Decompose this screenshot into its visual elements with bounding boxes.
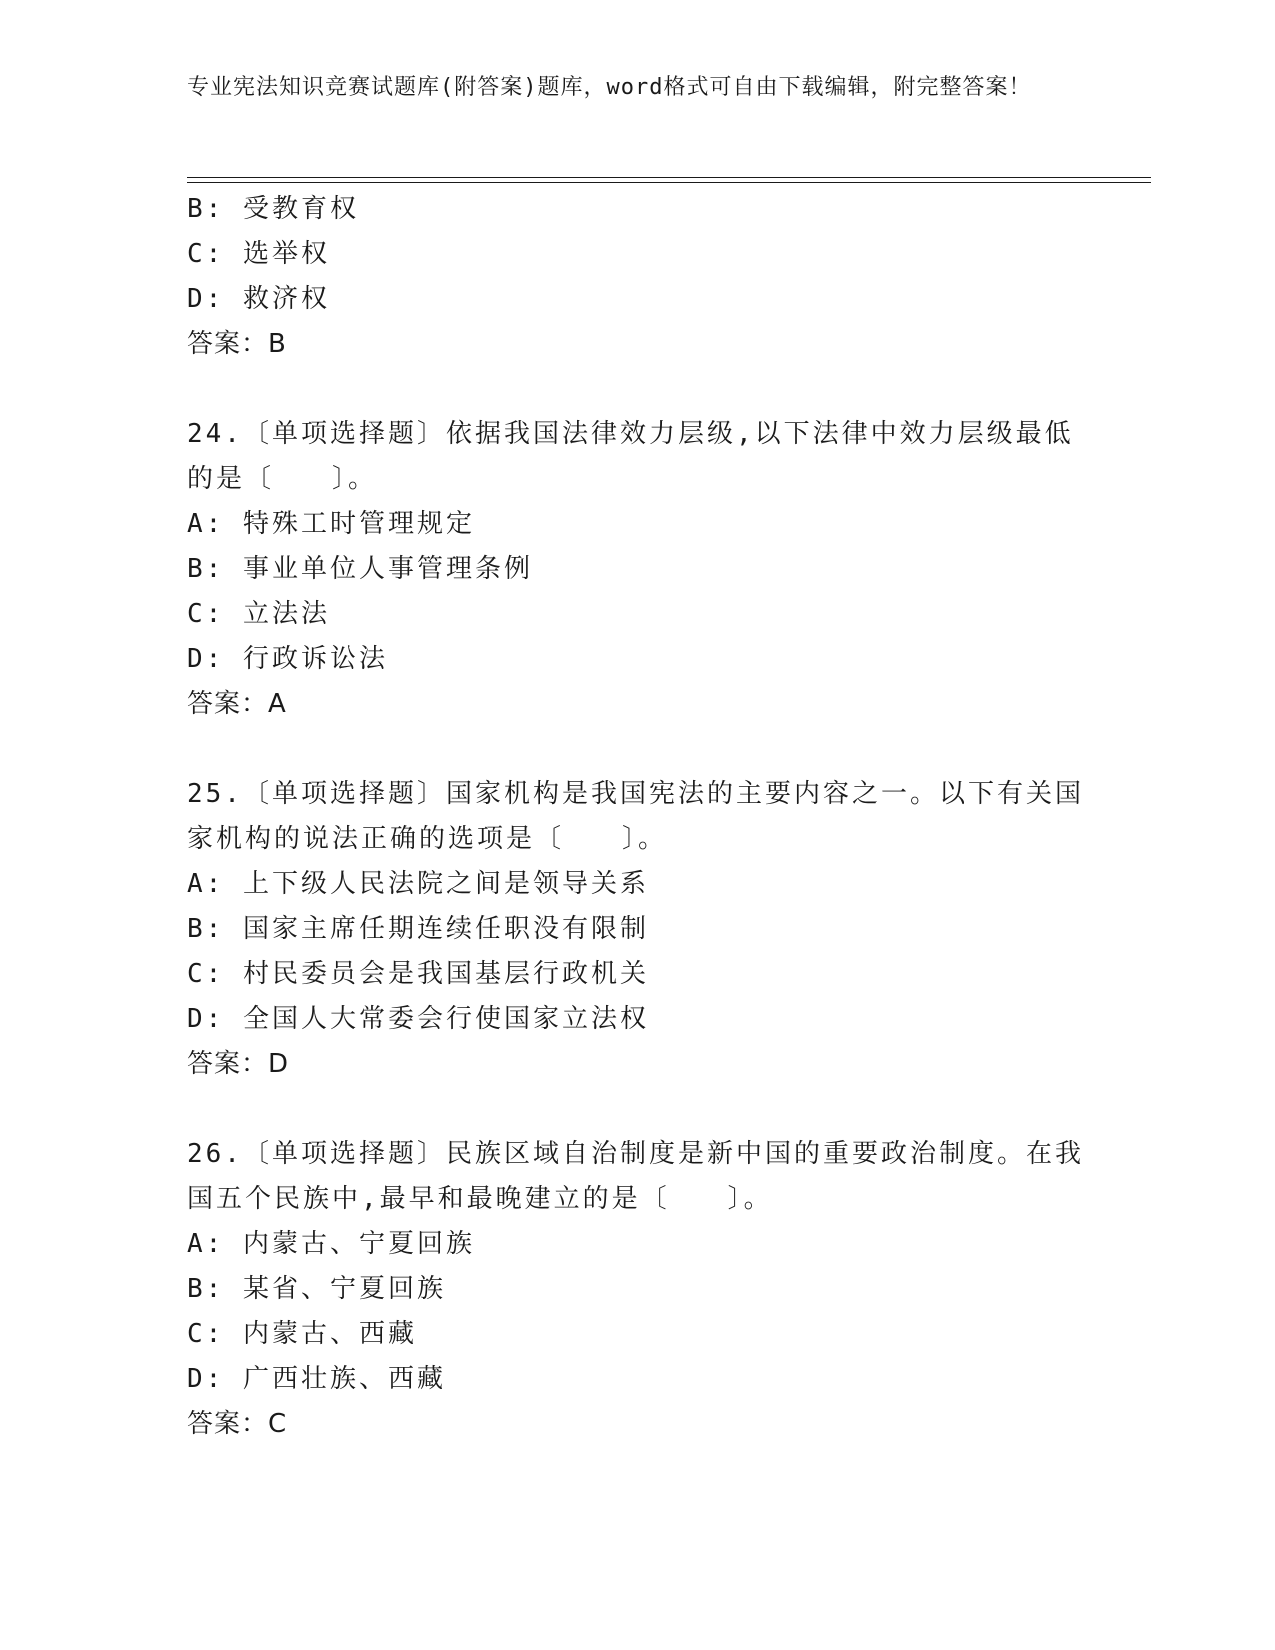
option-key: B: <box>187 914 243 944</box>
q25-stem-line1: 25.〔单项选择题〕国家机构是我国宪法的主要内容之一。以下有关国 <box>187 779 1084 809</box>
q23-answer <box>187 328 287 360</box>
option-text: 行政诉讼法 <box>242 644 388 674</box>
q23-option-d <box>187 283 330 315</box>
q24-option-a <box>187 508 475 540</box>
answer-value: C <box>268 1409 288 1439</box>
q26-answer <box>187 1408 287 1440</box>
q26-stem-line1: 26.〔单项选择题〕民族区域自治制度是新中国的重要政治制度。在我 <box>187 1139 1084 1169</box>
q24-option-c <box>187 598 330 630</box>
q25-option-c <box>187 958 649 990</box>
q23-option-b <box>187 193 359 225</box>
option-text: 受教育权 <box>242 194 359 224</box>
q25-option-d <box>187 1003 649 1035</box>
option-text: 上下级人民法院之间是领导关系 <box>242 869 649 899</box>
header-rule-bottom <box>187 182 1151 183</box>
option-key: C: <box>187 959 243 989</box>
option-text: 内蒙古、西藏 <box>242 1319 417 1349</box>
option-key: C: <box>187 599 243 629</box>
option-text: 立法法 <box>242 599 330 629</box>
answer-label: 答案： <box>187 1049 269 1079</box>
header-rule-top <box>187 177 1151 178</box>
option-key: A: <box>187 509 243 539</box>
option-text: 国家主席任期连续任职没有限制 <box>242 914 649 944</box>
q26-option-b <box>187 1273 446 1305</box>
option-text: 特殊工时管理规定 <box>242 509 475 539</box>
option-key: B: <box>187 194 243 224</box>
option-key: D: <box>187 644 243 674</box>
q24-option-d <box>187 643 388 675</box>
option-text: 内蒙古、宁夏回族 <box>242 1229 475 1259</box>
option-text: 救济权 <box>242 284 330 314</box>
option-key: D: <box>187 1364 243 1394</box>
q26-option-c <box>187 1318 417 1350</box>
answer-label: 答案： <box>187 1409 269 1439</box>
q24-option-b <box>187 553 533 585</box>
option-key: C: <box>187 239 243 269</box>
q24-stem-line1: 24.〔单项选择题〕依据我国法律效力层级,以下法律中效力层级最低 <box>187 419 1074 449</box>
q24-answer <box>187 688 287 720</box>
q24-stem-line2: 的是〔 〕。 <box>187 464 378 494</box>
q26-stem-line2: 国五个民族中,最早和最晚建立的是〔 〕。 <box>187 1184 773 1214</box>
option-text: 某省、宁夏回族 <box>242 1274 446 1304</box>
option-text: 选举权 <box>242 239 330 269</box>
option-key: B: <box>187 554 243 584</box>
option-key: A: <box>187 1229 243 1259</box>
document-header: 专业宪法知识竞赛试题库(附答案)题库，word格式可自由下载编辑，附完整答案！ <box>187 75 1032 100</box>
q26-option-a <box>187 1228 475 1260</box>
answer-label: 答案： <box>187 329 269 359</box>
answer-value: D <box>268 1049 290 1079</box>
option-key: D: <box>187 1004 243 1034</box>
answer-value: B <box>268 329 287 359</box>
answer-value: A <box>268 689 287 719</box>
option-text: 广西壮族、西藏 <box>242 1364 446 1394</box>
option-text: 事业单位人事管理条例 <box>242 554 533 584</box>
option-key: C: <box>187 1319 243 1349</box>
option-text: 村民委员会是我国基层行政机关 <box>242 959 649 989</box>
answer-label: 答案： <box>187 689 269 719</box>
option-key: B: <box>187 1274 243 1304</box>
option-key: D: <box>187 284 243 314</box>
q25-stem-line2: 家机构的说法正确的选项是〔 〕。 <box>187 824 668 854</box>
q23-option-c <box>187 238 330 270</box>
option-key: A: <box>187 869 243 899</box>
q25-option-a <box>187 868 649 900</box>
q25-option-b <box>187 913 649 945</box>
option-text: 全国人大常委会行使国家立法权 <box>242 1004 649 1034</box>
q25-answer <box>187 1048 289 1080</box>
q26-option-d <box>187 1363 446 1395</box>
